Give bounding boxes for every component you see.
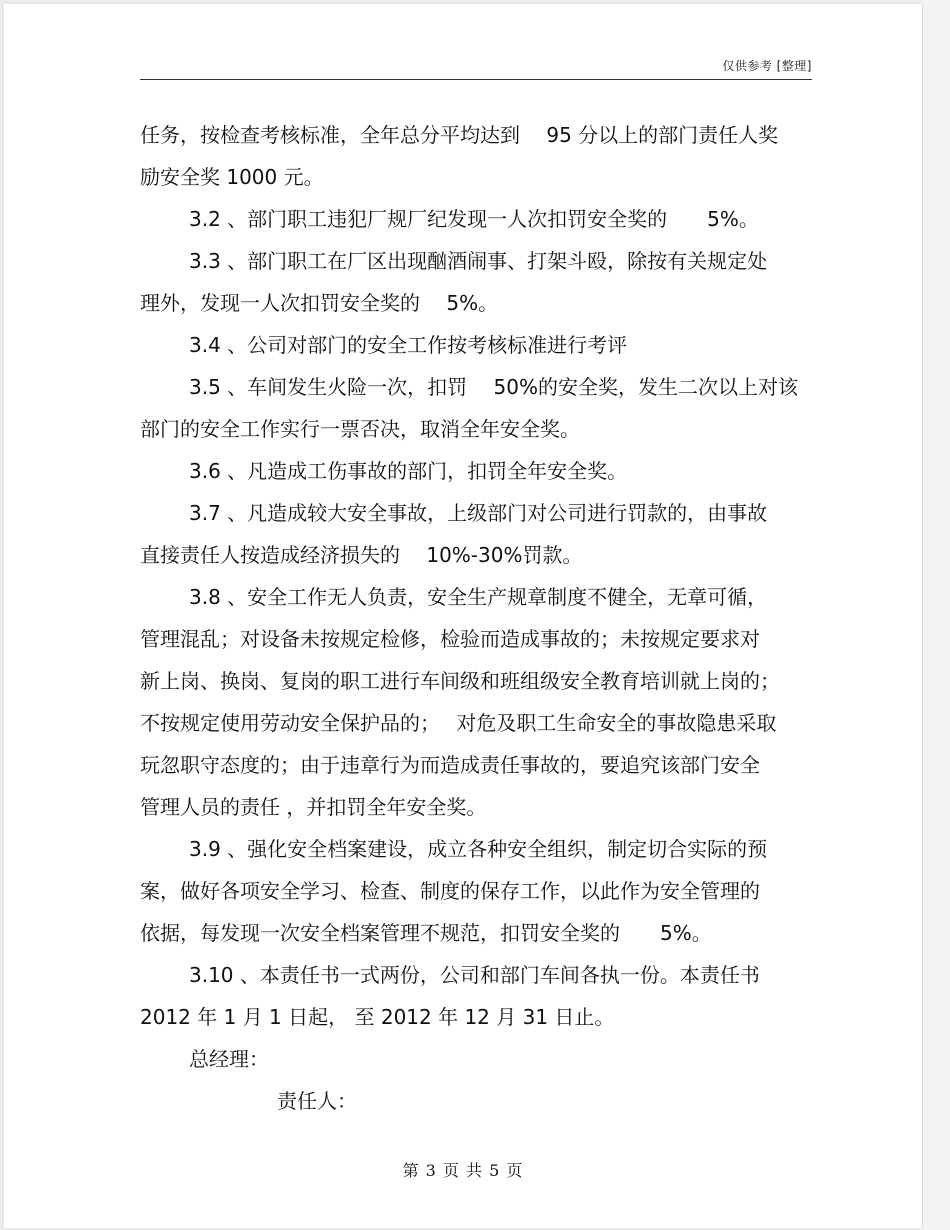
paragraph-line: 管理人员的责任 ，并扣罚全年安全奖。 xyxy=(140,795,487,819)
page-number: 第 3 页 共 5 页 xyxy=(402,1161,524,1180)
paragraph-line: 励安全奖 1000 元。 xyxy=(140,165,324,189)
paragraph-line: 2012 年 1 月 1 日起， 至 2012 年 12 月 31 日止。 xyxy=(140,1005,615,1029)
clause-3-10: 3.10 、本责任书一式两份，公司和部门车间各执一份。本责任书 xyxy=(189,963,760,987)
signature-responsible-person: 责任人： xyxy=(277,1089,357,1113)
clause-3-2: 3.2 、部门职工违犯厂规厂纪发现一人次扣罚安全奖的 5%。 xyxy=(189,207,759,231)
viewer-background xyxy=(922,0,950,1230)
paragraph-line: 直接责任人按造成经济损失的 10%-30%罚款。 xyxy=(140,543,583,567)
paragraph-line: 部门的安全工作实行一票否决，取消全年安全奖。 xyxy=(140,417,580,441)
header-note: 仅供参考 [整理] xyxy=(722,59,812,73)
clause-3-8: 3.8 、安全工作无人负责，安全生产规章制度不健全，无章可循， xyxy=(189,585,768,609)
clause-3-6: 3.6 、凡造成工伤事故的部门，扣罚全年安全奖。 xyxy=(189,459,628,483)
clause-3-3: 3.3 、部门职工在厂区出现酗酒闹事、打架斗殴，除按有关规定处 xyxy=(189,249,768,273)
document-body xyxy=(140,114,800,1122)
clause-3-9: 3.9 、强化安全档案建设，成立各种安全组织，制定切合实际的预 xyxy=(189,837,768,861)
header-divider xyxy=(140,79,812,80)
paragraph-line: 新上岗、换岗、复岗的职工进行车间级和班组级安全教育培训就上岗的； xyxy=(140,669,780,693)
paragraph-line: 不按规定使用劳动安全保护品的； 对危及职工生命安全的事故隐患采取 xyxy=(140,711,777,735)
paragraph-line: 任务，按检查考核标准，全年总分平均达到 95 分以上的部门责任人奖 xyxy=(140,123,779,147)
document-page xyxy=(4,4,922,1228)
clause-3-7: 3.7 、凡造成较大安全事故，上级部门对公司进行罚款的，由事故 xyxy=(189,501,768,525)
paragraph-line: 案，做好各项安全学习、检查、制度的保存工作，以此作为安全管理的 xyxy=(140,879,760,903)
paragraph-line: 玩忽职守态度的；由于违章行为而造成责任事故的，要追究该部门安全 xyxy=(140,753,760,777)
clause-3-5: 3.5 、车间发生火险一次，扣罚 50%的安全奖，发生二次以上对该 xyxy=(189,375,798,399)
signature-general-manager: 总经理： xyxy=(189,1047,269,1071)
paragraph-line: 管理混乱；对设备未按规定检修，检验而造成事故的；未按规定要求对 xyxy=(140,627,760,651)
paragraph-line: 依据，每发现一次安全档案管理不规范，扣罚安全奖的 5%。 xyxy=(140,921,712,945)
paragraph-line: 理外，发现一人次扣罚安全奖的 5%。 xyxy=(140,291,499,315)
clause-3-4: 3.4 、公司对部门的安全工作按考核标准进行考评 xyxy=(189,333,628,357)
